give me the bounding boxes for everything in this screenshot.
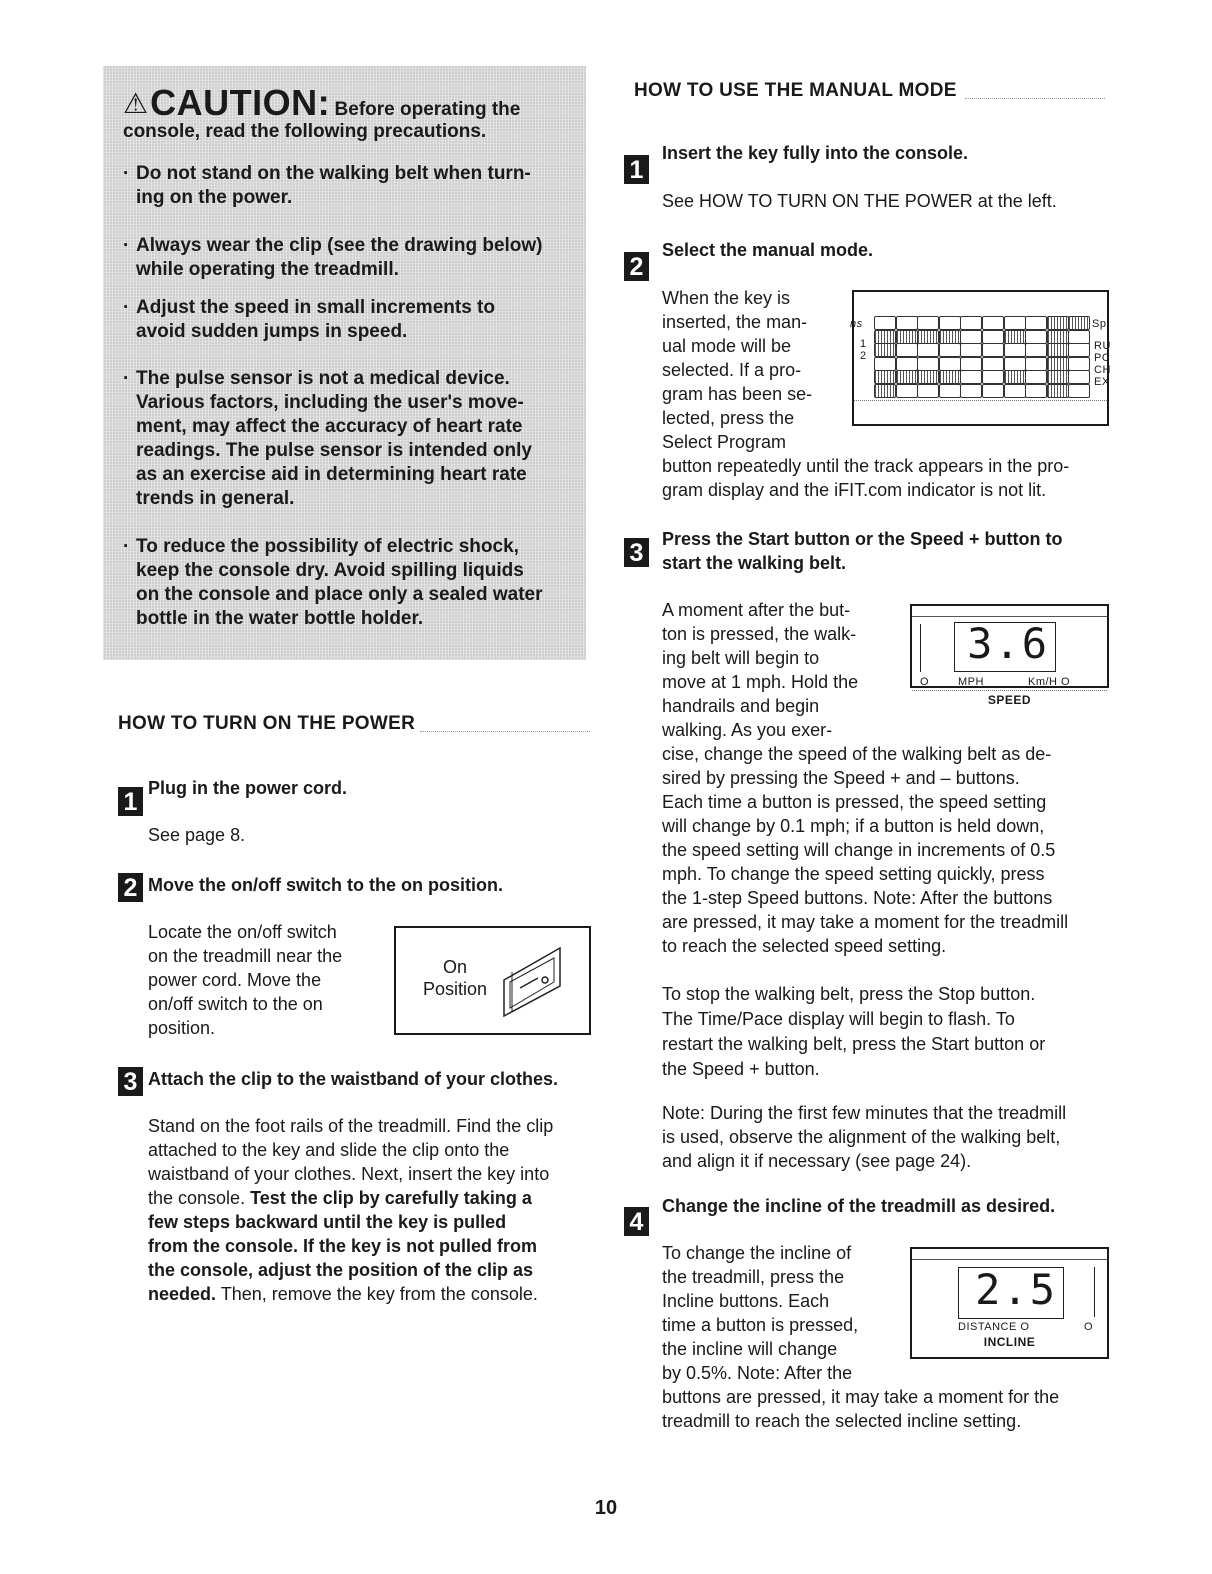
caution-title: CAUTION:	[150, 82, 331, 123]
incline-readout: 2.5	[958, 1267, 1064, 1319]
figure-label: On Position	[422, 957, 488, 999]
track-segment	[982, 370, 1004, 384]
track-segment	[960, 370, 982, 384]
caution-box	[103, 66, 586, 660]
step-paragraph: To stop the walking belt, press the Stop button. The Time/Pace display will begin to flash. To restart the walking belt, press the Start button or the Speed + button.	[662, 984, 1046, 1079]
track-segment	[874, 357, 896, 371]
warning-triangle-icon: ⚠	[123, 88, 149, 119]
speed-display-figure: 3.6 O MPH Km/H O	[910, 604, 1109, 688]
speed-readout: 3.6	[954, 622, 1056, 672]
track-segment	[896, 370, 918, 384]
track-segment	[874, 316, 896, 330]
step-body-continued: cise, change the speed of the walking belt as de- sired by pressing the Speed + and – buttons. Each time a button is pressed, the speed setting will change by 0.1 mph; if a button is held down, the speed setting will change in increments of 0.5 mph. To change the speed setting quickly, press the 1-step Speed buttons. Note: After the buttons are pressed, it may take a moment for the treadmill to reach the selected speed setting.	[662, 744, 1069, 956]
page-number: 10	[594, 1497, 618, 1519]
step-body: See HOW TO TURN ON THE POWER at the left.	[662, 191, 1057, 211]
track-segment	[1047, 384, 1069, 398]
track-segment	[896, 384, 918, 398]
track-segment	[982, 357, 1004, 371]
step-badge: 1	[624, 155, 649, 184]
track-segment	[939, 330, 961, 344]
track-segment	[960, 316, 982, 330]
track-segment	[1025, 357, 1047, 371]
track-segment	[1047, 330, 1069, 344]
track-segment	[1025, 370, 1047, 384]
track-segment	[1025, 384, 1047, 398]
track-segment	[874, 343, 896, 357]
step-title: Attach the clip to the waistband of your clothes.	[148, 1069, 559, 1089]
track-segment	[939, 343, 961, 357]
on-position-figure	[394, 926, 591, 1035]
power-section-heading: HOW TO TURN ON THE POWER	[118, 713, 416, 734]
step-body: Stand on the foot rails of the treadmill. Find the clip attached to the key and slide the clip onto the waistband of your clothes. Next, insert the key into the console. Test the clip by carefully taking a few steps backward until the key is pulled from the console. If the key is not pulled from the console, adjust the position of the clip as needed. Then, remove the key from the console.	[148, 1116, 554, 1304]
track-segment	[917, 343, 939, 357]
manual-section-heading: HOW TO USE THE MANUAL MODE	[634, 80, 957, 101]
track-segment	[939, 370, 961, 384]
step-title: Plug in the power cord.	[148, 778, 348, 798]
track-segment	[960, 330, 982, 344]
track-segment	[1025, 343, 1047, 357]
track-segment	[874, 384, 896, 398]
section-divider	[420, 730, 590, 732]
track-segment	[1068, 316, 1090, 330]
step-paragraph: Note: During the first few minutes that the treadmill is used, observe the alignment of the walking belt, and align it if necessary (see page 24).	[662, 1103, 1067, 1171]
step-title: Move the on/off switch to the on position.	[148, 875, 503, 895]
step-body: When the key is inserted, the man- ual mode will be selected. If a pro- gram has been se- lected, press the Select Program	[662, 288, 813, 452]
track-segment	[917, 370, 939, 384]
track-segment	[960, 384, 982, 398]
track-segment	[1068, 330, 1090, 344]
step-title: Press the Start button or the Speed + button to start the walking belt.	[662, 529, 1063, 573]
track-segment	[896, 343, 918, 357]
caution-heading	[123, 82, 583, 124]
track-segment	[1068, 384, 1090, 398]
track-segment	[1004, 357, 1026, 371]
step-badge: 4	[624, 1207, 649, 1236]
step-body: A moment after the but- ton is pressed, the walk- ing belt will begin to move at 1 mph. Hold the handrails and begin walking. As you exer-	[662, 600, 859, 740]
incline-label: INCLINE	[983, 1335, 1036, 1349]
step-title: Select the manual mode.	[662, 240, 874, 260]
step-title: Insert the key fully into the console.	[662, 143, 969, 163]
track-segment	[917, 384, 939, 398]
track-segment	[1068, 370, 1090, 384]
step-badge: 3	[624, 538, 649, 567]
track-segment	[982, 316, 1004, 330]
track-segment	[939, 384, 961, 398]
caution-subtitle: console, read the following precautions.	[123, 121, 487, 142]
track-segment	[1004, 384, 1026, 398]
track-segment	[917, 316, 939, 330]
track-segment	[1047, 357, 1069, 371]
track-segment	[1047, 370, 1069, 384]
step-body-continued: buttons are pressed, it may take a moment for the treadmill to reach the selected incline setting.	[662, 1387, 1060, 1431]
track-segment	[982, 330, 1004, 344]
track-segment	[917, 357, 939, 371]
track-segment	[874, 370, 896, 384]
track-segment	[1004, 330, 1026, 344]
step-body: See page 8.	[148, 825, 246, 845]
caution-bullet: · Do not stand on the walking belt when turn- ing on the power.	[123, 163, 531, 208]
step-badge: 3	[118, 1067, 143, 1096]
caution-bullet: · Adjust the speed in small increments to avoid sudden jumps in speed.	[123, 297, 495, 342]
caution-bullet: · To reduce the possibility of electric shock, keep the console dry. Avoid spilling liquids on the console and place only a sealed water bottle in the water bottle holder.	[123, 536, 543, 629]
caution-bullet: · The pulse sensor is not a medical device. Various factors, including the user's move- ment, may affect the accuracy of heart rate readings. The pulse sensor is intended only as an exercise aid in determining heart rate trends in general.	[123, 368, 532, 509]
track-segment	[960, 357, 982, 371]
track-segment	[917, 330, 939, 344]
program-display-figure: ns 1 2 Sp RU PC CH EX	[852, 290, 1109, 426]
section-divider	[965, 97, 1105, 99]
track-segment	[960, 343, 982, 357]
figure-divider	[854, 400, 1107, 401]
caution-bullet: · Always wear the clip (see the drawing below) while operating the treadmill.	[123, 235, 543, 280]
step-body: Locate the on/off switch on the treadmill near the power cord. Move the on/off switch to the on position.	[148, 922, 343, 1038]
step-badge: 2	[118, 873, 143, 902]
track-segment	[982, 343, 1004, 357]
caution-title-rest: Before operating the	[334, 99, 521, 120]
track-segment	[1068, 357, 1090, 371]
track-segment	[1025, 330, 1047, 344]
track-segment	[939, 316, 961, 330]
step-body: To change the incline of the treadmill, press the Incline buttons. Each time a button is pressed, the incline will change by 0.5%. Note: After the	[662, 1243, 859, 1383]
track-segment	[1004, 370, 1026, 384]
track-segment	[1068, 343, 1090, 357]
track-segment	[896, 316, 918, 330]
track-segment	[896, 357, 918, 371]
track-segment	[939, 357, 961, 371]
track-segment	[1047, 316, 1069, 330]
incline-display-figure: 2.5 DISTANCE O O INCLINE	[910, 1247, 1109, 1359]
track-segment	[1004, 343, 1026, 357]
program-track-grid	[874, 316, 1090, 400]
track-segment	[1025, 316, 1047, 330]
track-segment	[1004, 316, 1026, 330]
speed-label: SPEED	[987, 693, 1032, 707]
track-segment	[896, 330, 918, 344]
track-segment	[982, 384, 1004, 398]
power-switch-icon	[498, 942, 568, 1018]
track-segment	[874, 330, 896, 344]
step-body-continued: button repeatedly until the track appears in the pro- gram display and the iFIT.com indicator is not lit.	[662, 456, 1070, 500]
step-badge: 1	[118, 787, 143, 816]
track-segment	[1047, 343, 1069, 357]
step-title: Change the incline of the treadmill as desired.	[662, 1196, 1056, 1216]
step-badge: 2	[624, 252, 649, 281]
